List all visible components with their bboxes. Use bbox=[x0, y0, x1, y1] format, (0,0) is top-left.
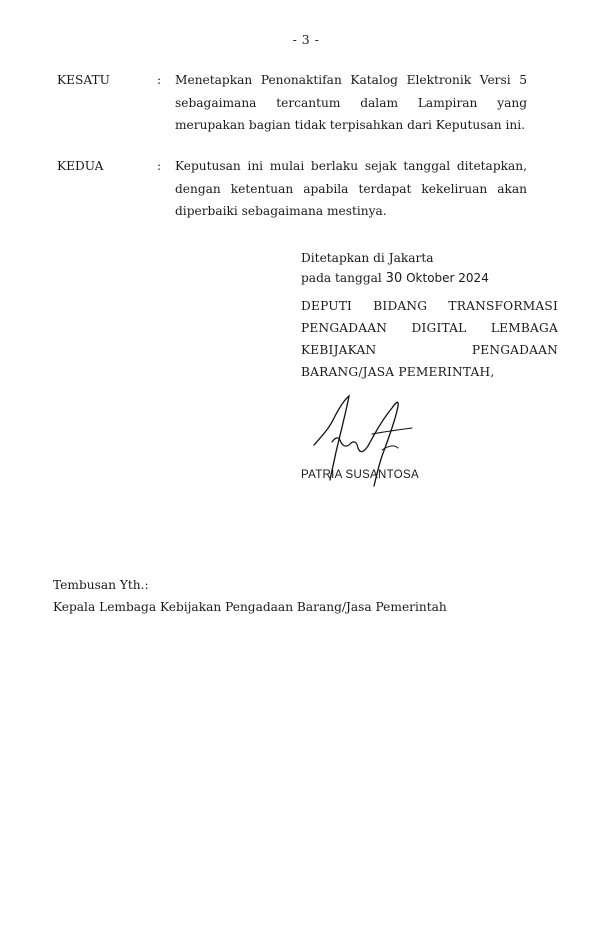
official-title-line: PENGADAAN DIGITAL LEMBAGA bbox=[301, 321, 558, 335]
article-text: Menetapkan Penonaktifan Katalog Elektronik Versi 5 sebagaimana tercantum dalam Lampiran yang merupakan bagian tidak terpisahkan dari Keputusan ini. bbox=[175, 73, 527, 132]
article-label: KESATU bbox=[57, 73, 110, 87]
official-title-line: KEBIJAKAN PENGADAAN bbox=[301, 343, 558, 357]
official-title-line: BARANG/JASA PEMERINTAH, bbox=[301, 365, 495, 379]
signing-date bbox=[301, 268, 558, 289]
date-month-year: Oktober 2024 bbox=[406, 271, 489, 285]
copies-block bbox=[53, 574, 573, 618]
date-prefix: pada tanggal bbox=[301, 271, 382, 285]
official-name: PATRIA SUSANTOSA bbox=[301, 469, 419, 481]
signing-place: Ditetapkan di Jakarta bbox=[301, 251, 434, 265]
copies-recipient: Kepala Lembaga Kebijakan Pengadaan Barang/Jasa Pemerintah bbox=[53, 600, 447, 614]
official-title-line: DEPUTI BIDANG TRANSFORMASI bbox=[301, 299, 558, 313]
copies-heading: Tembusan Yth.: bbox=[53, 578, 149, 592]
article-label: KEDUA bbox=[57, 159, 104, 173]
page-number: - 3 - bbox=[292, 32, 320, 47]
article-text: Keputusan ini mulai berlaku sejak tanggal ditetapkan, dengan ketentuan apabila terdapat kekeliruan akan diperbaiki sebagaimana mestinya. bbox=[175, 159, 527, 218]
article-colon: : bbox=[157, 73, 162, 87]
date-day: 30 bbox=[385, 271, 403, 286]
article-colon: : bbox=[157, 159, 162, 173]
signature-block bbox=[301, 248, 558, 383]
official-title bbox=[301, 295, 558, 383]
